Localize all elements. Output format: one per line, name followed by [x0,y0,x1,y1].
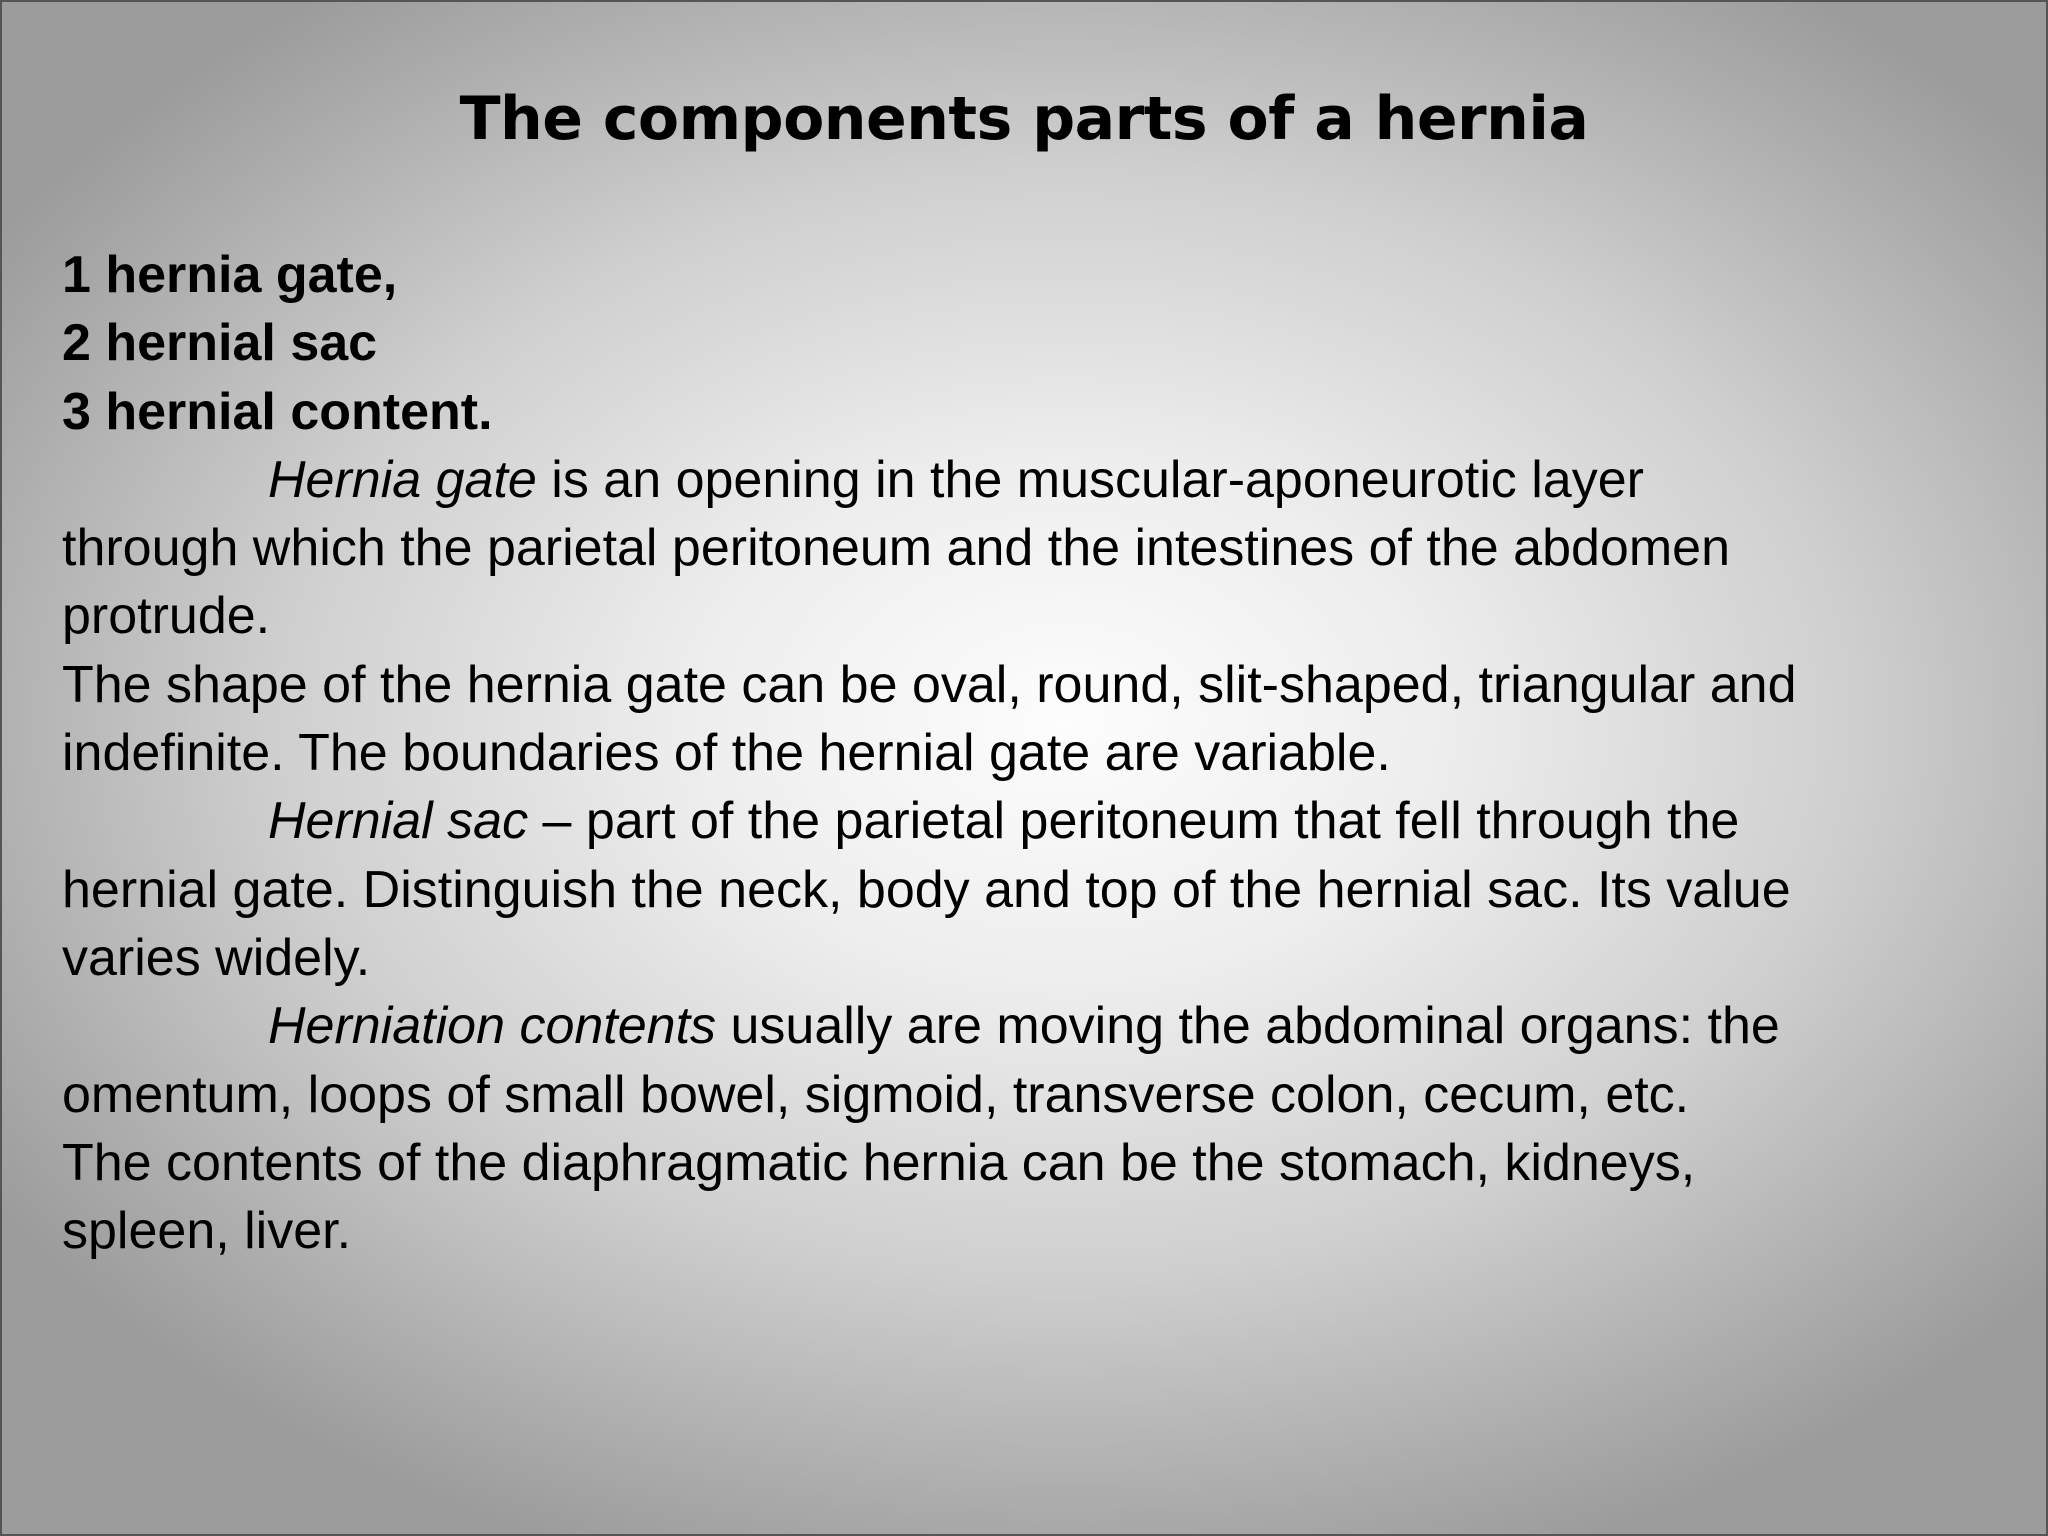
paragraph-text: omentum, loops of small bowel, sigmoid, transverse colon, cecum, etc. [62,1065,1690,1124]
paragraph-text: The contents of the diaphragmatic hernia can be the stomach, kidneys, [62,1133,1696,1192]
paragraph-text: hernial gate. Distinguish the neck, body and top of the hernial sac. Its value [62,860,1791,919]
paragraph-text: varies widely. [62,928,371,987]
paragraph-text: – part of the parietal peritoneum that fell through the [528,792,1740,851]
slide-title: The components parts of a hernia [459,84,1589,154]
paragraph-text: usually are moving the abdominal organs: the [716,997,1780,1056]
paragraph-text: protrude. [62,587,271,646]
component-item-hernial-sac: 2 hernial sac [62,314,378,373]
term-hernia-gate: Hernia gate [268,450,537,509]
paragraph-text: spleen, liver. [62,1202,352,1261]
slide-body [62,241,2022,1265]
paragraph-text: through which the parietal peritoneum and the intestines of the abdomen [62,519,1730,578]
paragraph-text: The shape of the hernia gate can be oval, round, slit-shaped, triangular and [62,655,1797,714]
term-hernial-sac: Hernial sac [268,792,529,851]
component-item-hernial-content: 3 hernial content. [62,382,493,441]
paragraph-hernial-sac-first-line [62,787,2022,855]
paragraph-text: is an opening in the muscular-aponeurotic layer [536,450,1644,509]
paragraph-hernia-gate-first-line [62,446,2022,514]
paragraph-herniation-contents-first-line [62,992,2022,1060]
component-item-hernia-gate: 1 hernia gate, [62,246,398,304]
paragraph-text: indefinite. The boundaries of the hernial gate are variable. [62,724,1391,783]
term-herniation-contents: Herniation contents [268,997,717,1056]
